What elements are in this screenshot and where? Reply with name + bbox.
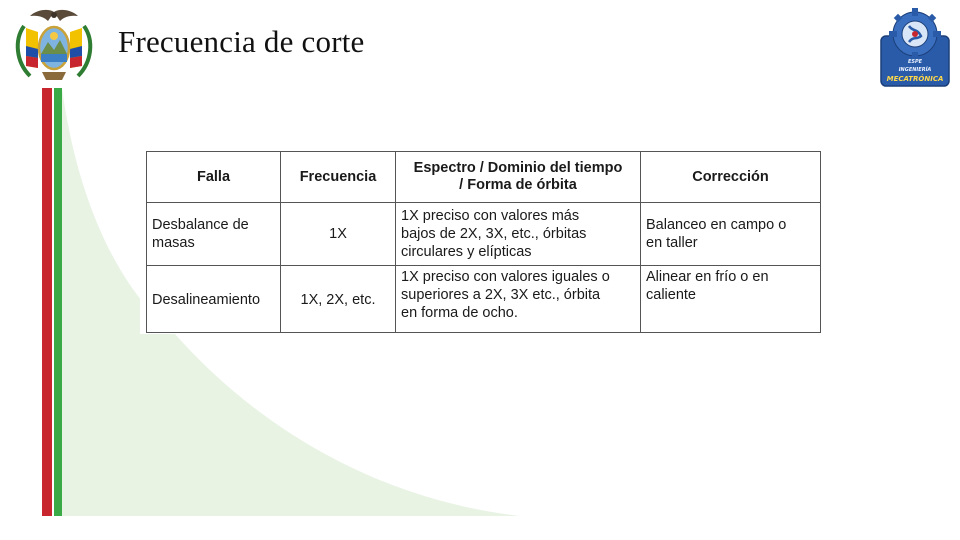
fault-table (146, 151, 821, 333)
accent-bar-white (52, 88, 54, 516)
cell-correccion (641, 203, 821, 266)
table-row (147, 203, 821, 266)
cell-frecuencia: 1X (281, 203, 396, 266)
cell-line: circulares y elípticas (401, 244, 532, 260)
accent-bar-green (54, 88, 62, 516)
cell-falla (147, 203, 281, 266)
header-espectro-line-1: Espectro / Dominio del tiempo (413, 160, 623, 176)
cell-espectro (396, 266, 641, 333)
cell-line: masas (152, 235, 195, 251)
accent-bar-red (42, 88, 52, 516)
header-espectro (396, 152, 641, 203)
cell-line: Alinear en frío o en (646, 269, 769, 285)
cell-line: 1X preciso con valores más (401, 208, 580, 224)
logo-line-2: INGENIERÍA (898, 67, 932, 73)
slide-title: Frecuencia de corte (118, 24, 365, 59)
fault-table-panel (140, 146, 828, 334)
header-correccion: Corrección (641, 152, 821, 203)
cell-line: en forma de ocho. (401, 305, 518, 321)
header-falla: Falla (147, 152, 281, 203)
cell-correccion (641, 266, 821, 333)
logo-line-3: MECATRÓNICA (886, 75, 944, 83)
cell-line: Balanceo en campo o (646, 217, 787, 233)
header-frecuencia: Frecuencia (281, 152, 396, 203)
cell-line: Desbalance de (152, 217, 249, 233)
cell-line: caliente (646, 287, 696, 303)
cell-line: en taller (646, 235, 698, 251)
cell-espectro (396, 203, 641, 266)
cell-frecuencia: 1X, 2X, etc. (281, 266, 396, 333)
table-header-row (147, 152, 821, 203)
espe-mecatronica-logo (879, 6, 951, 88)
header-espectro-line-2: / Forma de órbita (459, 177, 577, 193)
cell-falla: Desalineamiento (147, 266, 281, 333)
cell-line: bajos de 2X, 3X, etc., órbitas (401, 226, 587, 242)
coat-of-arms-icon (8, 6, 100, 86)
table-row (147, 266, 821, 333)
cell-line: 1X preciso con valores iguales o (401, 269, 610, 285)
logo-line-1: ESPE (907, 59, 923, 65)
cell-line: superiores a 2X, 3X etc., órbita (401, 287, 601, 303)
